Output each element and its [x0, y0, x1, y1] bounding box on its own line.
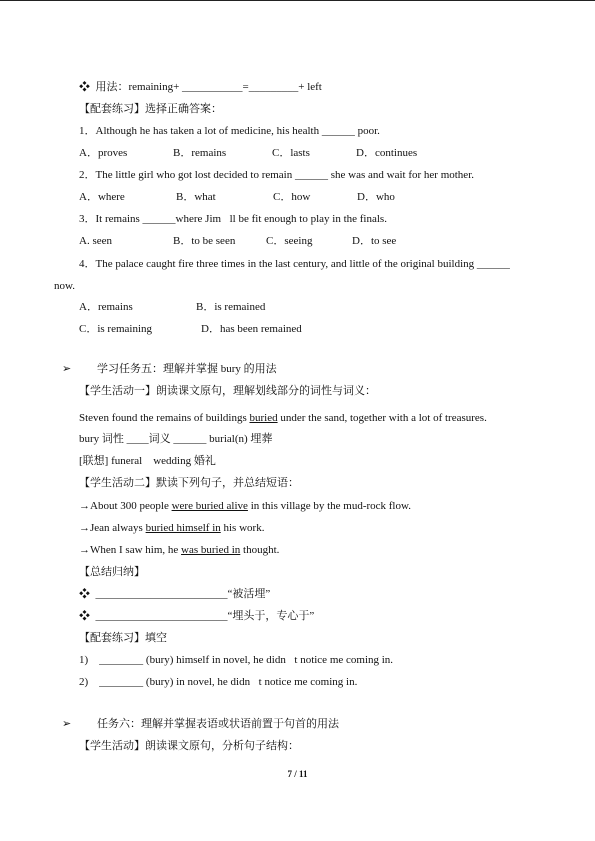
summary-item-2: ❖ ________________________“埋头于，专心于” — [79, 610, 315, 622]
task6-arrow-icon: ➢ — [62, 718, 72, 730]
q1-option-a: A．proves — [79, 147, 128, 159]
q2-option-a: A．where — [79, 191, 125, 203]
task5-activity2: 【学生活动二】默读下列句子，并总结短语： — [79, 477, 299, 489]
task5-title: 学习任务五：理解并掌握 bury 的用法 — [97, 363, 277, 375]
task5-activity1: 【学生活动一】朗读课文原句，理解划线部分的词性与词义： — [79, 385, 376, 397]
page-top-rule — [0, 0, 595, 1]
q1-option-c: C．lasts — [272, 147, 310, 159]
task5-sentence: Steven found the remains of buildings buried under the sand, together with a lot of treasures. — [79, 412, 487, 424]
q1-option-b: B．remains — [173, 147, 227, 159]
q4-option-b: B．is remained — [196, 301, 266, 313]
task5-arrow-icon: ➢ — [62, 363, 72, 375]
fill-item-1: 1) ________ (bury) himself in novel, he didn t notice me coming in. — [79, 654, 394, 666]
underlined-phrase: was buried in — [181, 544, 241, 556]
q1-option-d: D．continues — [356, 147, 418, 159]
task6-activity: 【学生活动】朗读课文原句，分析句子结构： — [79, 740, 299, 752]
underlined-word: buried — [249, 412, 278, 424]
task5-association: [联想] funeral wedding 婚礼 — [79, 455, 216, 467]
summary-header: 【总结归纳】 — [79, 566, 145, 578]
q2-option-c: C．how — [273, 191, 311, 203]
fill-item-2: 2) ________ (bury) in novel, he didn t notice me coming in. — [79, 676, 358, 688]
q3-option-a: A. seen — [79, 235, 112, 247]
question-1: 1．Although he has taken a lot of medicine, his health ______ poor. — [79, 125, 380, 137]
example-1: →About 300 people were buried alive in this village by the mud-rock flow. — [79, 500, 411, 512]
example-3: →When I saw him, he was buried in thought. — [79, 544, 280, 556]
usage-line: ❖ 用法：remaining+ ___________=_________+ left — [79, 81, 322, 93]
practice1-header: 【配套练习】选择正确答案： — [79, 103, 222, 115]
summary-item-1: ❖ ________________________“被活埋” — [79, 588, 271, 600]
question-2: 2．The little girl who got lost decided to remain ______ she was and wait for her mother. — [79, 169, 474, 181]
q2-option-d: D．who — [357, 191, 395, 203]
q3-option-b: B．to be seen — [173, 235, 236, 247]
q3-option-c: C．seeing — [266, 235, 313, 247]
q4-option-c: C．is remaining — [79, 323, 153, 335]
q3-option-d: D．to see — [352, 235, 397, 247]
q4-option-a: A．remains — [79, 301, 133, 313]
question-4-continued: now. — [54, 280, 75, 292]
page-number: 7 / 11 — [287, 769, 308, 779]
question-4: 4．The palace caught fire three times in the last century, and little of the original building ______ — [79, 258, 510, 270]
q2-option-b: B．what — [176, 191, 216, 203]
underlined-phrase: buried himself in — [145, 522, 221, 534]
question-3: 3．It remains ______where Jim ll be fit enough to play in the finals. — [79, 213, 387, 225]
underlined-phrase: were buried alive — [171, 500, 248, 512]
task6-title: 任务六：理解并掌握表语或状语前置于句首的用法 — [97, 718, 339, 730]
bullet-icon: ❖ — [79, 81, 90, 93]
practice2-header: 【配套练习】填空 — [79, 632, 167, 644]
task5-pos-line: bury 词性 ____词义 ______ burial(n) 埋葬 — [79, 433, 273, 445]
q4-option-d: D．has been remained — [201, 323, 302, 335]
example-2: →Jean always buried himself in his work. — [79, 522, 265, 534]
